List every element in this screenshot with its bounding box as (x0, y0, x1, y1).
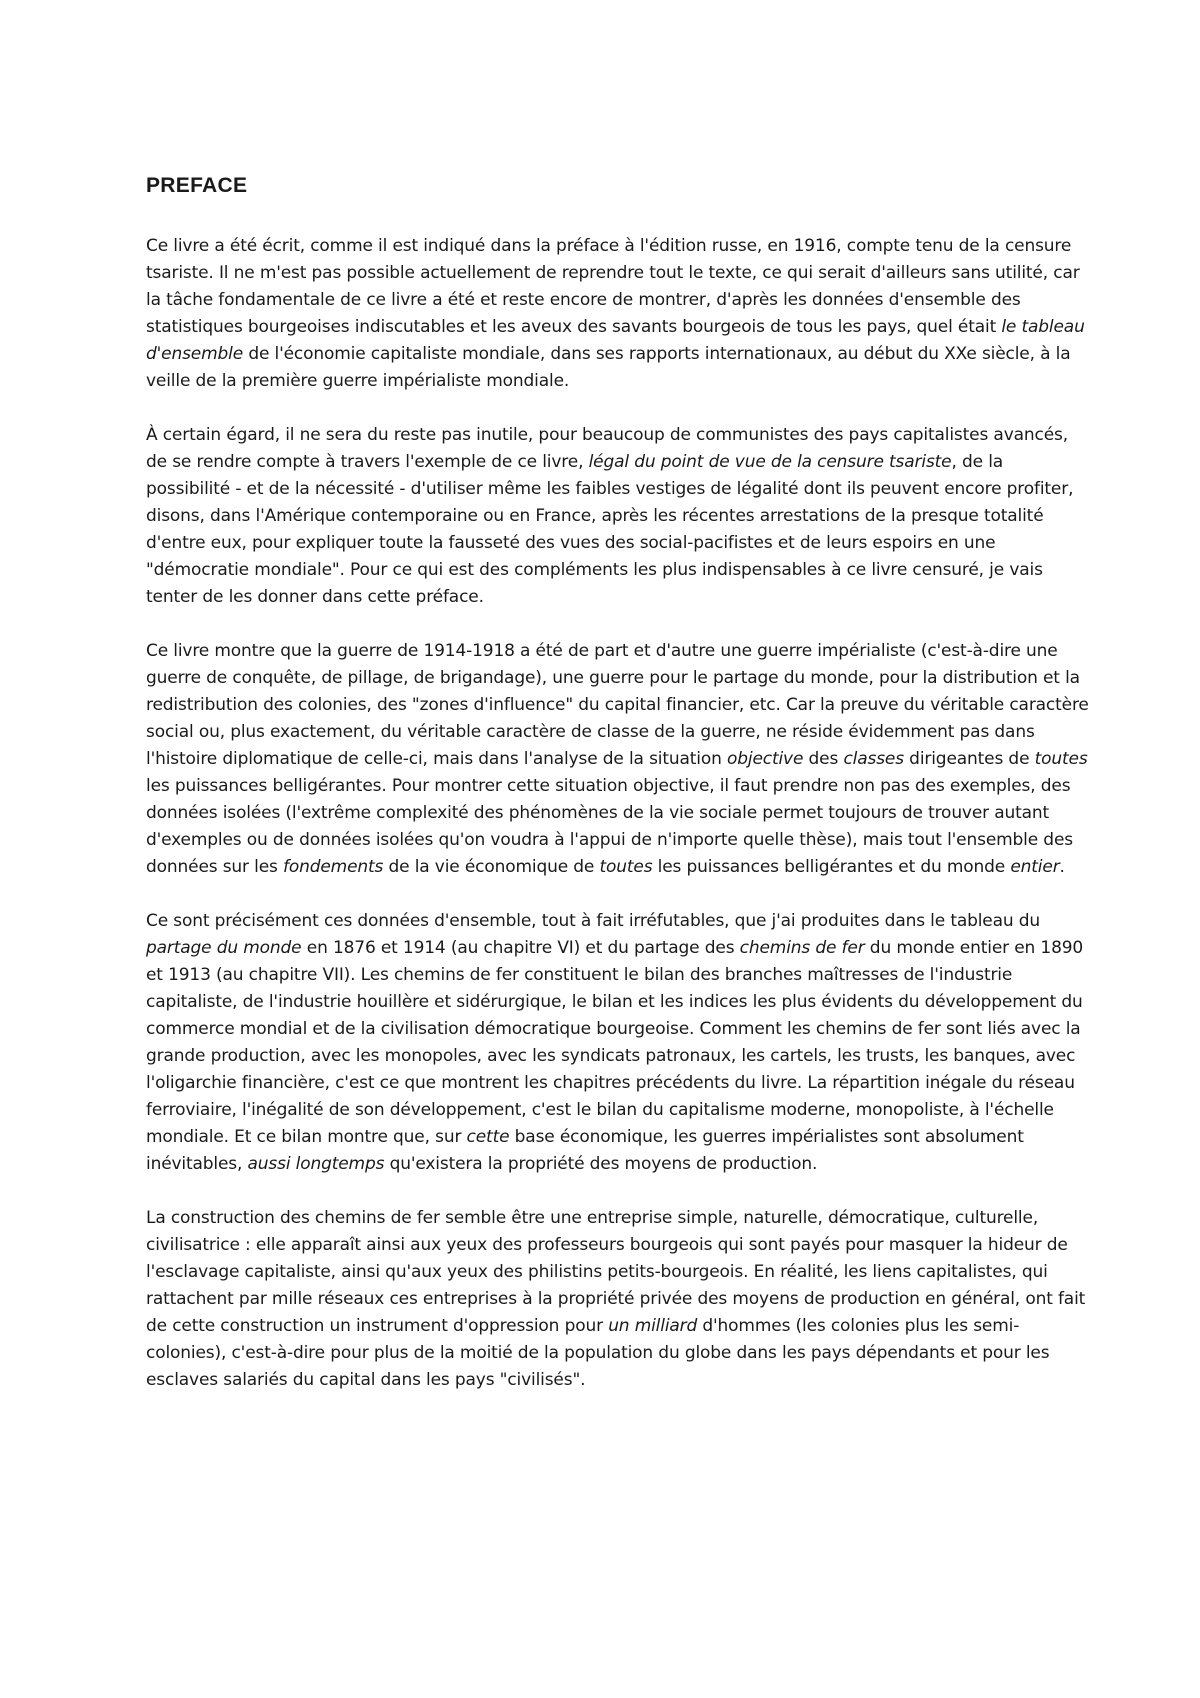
paragraph-1 (146, 233, 1090, 395)
text-run: La construction des chemins de fer semble être une entreprise simple, naturelle, démocratique, culturelle, civilisatrice : elle apparaît ainsi aux yeux des professeurs bourgeois qui sont payés pour masquer la hideur de l'esclavage capitaliste, ainsi qu'aux yeux des philistins petits-bourgeois. En réalité, les liens capitalistes, qui rattachent par mille réseaux ces entreprises à la propriété privée des moyens de production en général, ont fait de cette construction un instrument d'oppression pour (146, 1208, 1086, 1336)
text-run: du monde entier en 1890 et 1913 (au chapitre VII). Les chemins de fer constituent le bilan des branches maîtresses de l'industrie capitaliste, de l'industrie houillère et sidérurgique, le bilan et les indices les plus évidents du développement du commerce mondial et de la civilisation démocratique bourgeoise. Comment les chemins de fer sont liés avec la grande production, avec les monopoles, avec les syndicats patronaux, les cartels, les trusts, les banques, avec l'oligarchie financière, c'est ce que montrent les chapitres précédents du livre. La répartition inégale du réseau ferroviaire, l'inégalité de son développement, c'est le bilan du capitalisme moderne, monopoliste, à l'échelle mondiale. Et ce bilan montre que, sur (146, 938, 1084, 1147)
text-run: À certain égard, il ne sera du reste pas inutile, pour beaucoup de communistes des pays capitalistes avancés, de se rendre compte à travers l'exemple de ce livre, (146, 425, 1068, 472)
text-run: Ce livre a été écrit, comme il est indiqué dans la préface à l'édition russe, en 1916, compte tenu de la censure tsariste. Il ne m'est pas possible actuellement de reprendre tout le texte, ce qui serait d'ailleurs sans utilité, car la tâche fondamentale de ce livre a été et reste encore de montrer, d'après les données d'ensemble des statistiques bourgeoises indiscutables et les aveux des savants bourgeois de tous les pays, quel était (146, 236, 1080, 337)
text-run: , de la possibilité - et de la nécessité - d'utiliser même les faibles vestiges de légalité dont ils peuvent encore profiter, disons, dans l'Amérique contemporaine ou en France, après les récentes arrestations de la presque totalité d'entre eux, pour expliquer toute la fausseté des vues des social-pacifistes et de leurs espoirs en une "démocratie mondiale". Pour ce qui est des compléments les plus indispensables à ce livre censuré, je vais tenter de les donner dans cette préface. (146, 452, 1074, 607)
italic-text: classes (843, 749, 904, 769)
italic-text: aussi longtemps (247, 1154, 385, 1174)
italic-text: objective (727, 749, 804, 769)
italic-text: cette (466, 1127, 510, 1147)
italic-text: partage du monde (146, 938, 302, 958)
paragraph-5 (146, 1205, 1090, 1394)
text-run: les puissances belligérantes. Pour montrer cette situation objective, il faut prendre non pas des exemples, des données isolées (l'extrême complexité des phénomènes de la vie sociale permet toujours de trouver autant d'exemples ou de données isolées qu'on voudra à l'appui de n'importe quelle thèse), mais tout l'ensemble des données sur les (146, 776, 1073, 877)
text-run: Ce sont précisément ces données d'ensemble, tout à fait irréfutables, que j'ai produites dans le tableau du (146, 911, 1041, 931)
text-run: les puissances belligérantes et du monde (652, 857, 1011, 877)
document-title: PREFACE (146, 174, 248, 197)
text-run: en 1876 et 1914 (au chapitre VI) et du partage des (301, 938, 740, 958)
text-run: d'hommes (les colonies plus les semi-colonies), c'est-à-dire pour plus de la moitié de la population du globe dans les pays dépendants et pour les esclaves salariés du capital dans les pays "civilisés". (146, 1316, 1050, 1390)
italic-text: un milliard (608, 1316, 698, 1336)
italic-text: chemins de fer (739, 938, 865, 958)
paragraph-2 (146, 422, 1090, 611)
text-run: dirigeantes de (903, 749, 1035, 769)
text-run: . (1059, 857, 1065, 877)
text-run: base économique, les guerres impérialistes sont absolument inévitables, (146, 1127, 1024, 1174)
text-run: Ce livre montre que la guerre de 1914-1918 a été de part et d'autre une guerre impérialiste (c'est-à-dire une guerre de conquête, de pillage, de brigandage), une guerre pour le partage du monde, pour la distribution et la redistribution des colonies, des "zones d'influence" du capital financier, etc. Car la preuve du véritable caractère social ou, plus exactement, du véritable caractère de classe de la guerre, ne réside évidemment pas dans l'histoire diplomatique de celle-ci, mais dans l'analyse de la situation (146, 641, 1089, 769)
text-run: qu'existera la propriété des moyens de production. (384, 1154, 818, 1174)
text-run: des (803, 749, 844, 769)
paragraph-3 (146, 638, 1090, 881)
document-body (146, 233, 1090, 1394)
italic-text: le tableau d'ensemble (146, 317, 1085, 364)
paragraph-4 (146, 908, 1090, 1178)
text-run: de l'économie capitaliste mondiale, dans ses rapports internationaux, au début du XXe siècle, à la veille de la première guerre impérialiste mondiale. (146, 344, 1071, 391)
italic-text: légal du point de vue de la censure tsariste (588, 452, 952, 472)
italic-text: entier (1010, 857, 1060, 877)
text-run: de la vie économique de (383, 857, 600, 877)
italic-text: toutes (1034, 749, 1088, 769)
italic-text: fondements (283, 857, 384, 877)
italic-text: toutes (599, 857, 653, 877)
